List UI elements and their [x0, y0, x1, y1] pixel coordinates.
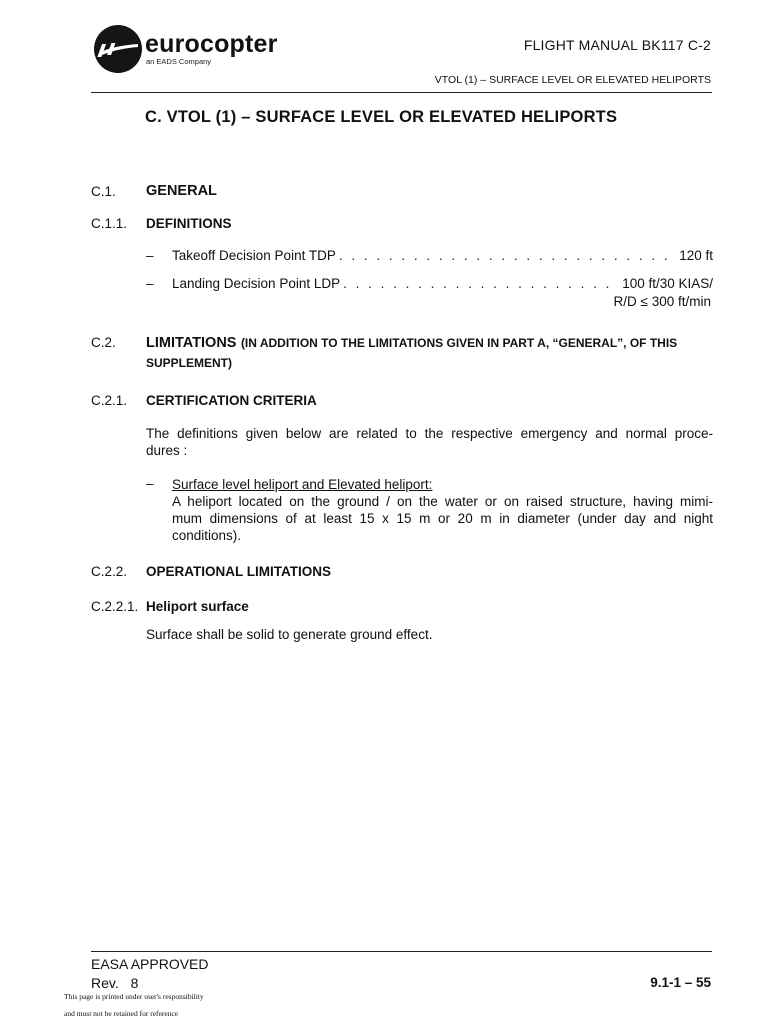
- manual-title: FLIGHT MANUAL BK117 C-2: [523, 37, 711, 53]
- approval-label: EASA APPROVED: [91, 956, 209, 972]
- logo-wordmark: eurocopter: [145, 30, 278, 58]
- c11-number: C.1.1.: [91, 216, 128, 231]
- heliport-definition-line1: A heliport located on the ground / on the water or on raised structure, having mimi-: [172, 494, 713, 509]
- c22-number: C.2.2.: [91, 564, 128, 579]
- c22-heading: OPERATIONAL LIMITATIONS: [146, 564, 331, 579]
- c2-note-line2: SUPPLEMENT): [146, 356, 233, 370]
- c2-heading-block: [146, 333, 713, 373]
- c1-heading: GENERAL: [146, 183, 217, 199]
- c221-body: Surface shall be solid to generate ground effect.: [146, 627, 433, 642]
- logo-tagline: an EADS Company: [146, 57, 212, 66]
- c2-heading: LIMITATIONS: [146, 335, 237, 351]
- c2-number: C.2.: [91, 335, 116, 350]
- heliport-definition-title: Surface level heliport and Elevated heliport:: [172, 477, 433, 492]
- c1-number: C.1.: [91, 184, 116, 199]
- ldp-label: Landing Decision Point LDP: [172, 276, 341, 291]
- tdp-value: 120 ft: [679, 248, 713, 263]
- c221-number: C.2.2.1.: [91, 599, 139, 614]
- leader-dots: [343, 276, 619, 291]
- eurocopter-logo-icon: [94, 25, 142, 73]
- ldp-definition-row: [172, 276, 713, 291]
- heliport-definition-line2: mum dimensions of at least 15 x 15 m or 20 m in diameter (under day and night: [172, 511, 713, 526]
- ldp-dash: –: [146, 276, 154, 291]
- c2-note-line1: (IN ADDITION TO THE LIMITATIONS GIVEN IN PART A, “GENERAL”, OF THIS: [240, 336, 678, 350]
- c21-intro-line1: The definitions given below are related to the respective emergency and normal proce-: [146, 426, 713, 441]
- ldp-value-continued: R/D ≤ 300 ft/min: [613, 294, 711, 309]
- revision-number: 8: [130, 975, 139, 991]
- revision: [91, 975, 138, 991]
- tdp-definition-row: [172, 248, 713, 263]
- c21-intro-line2: dures :: [146, 443, 188, 458]
- disclaimer-line1: This page is printed under user's responsibility: [64, 992, 204, 1001]
- heliport-definition: [172, 476, 713, 544]
- heliport-definition-line3: conditions).: [172, 528, 242, 543]
- disclaimer-line2: and must not be retained for reference: [64, 1009, 179, 1018]
- c221-heading: Heliport surface: [146, 599, 249, 614]
- page-title: C. VTOL (1) – SURFACE LEVEL OR ELEVATED HELIPORTS: [145, 108, 618, 126]
- tdp-label: Takeoff Decision Point TDP: [172, 248, 336, 263]
- c11-heading: DEFINITIONS: [146, 216, 232, 231]
- leader-dots: [339, 248, 676, 263]
- heliport-dash: –: [146, 476, 154, 491]
- header-divider: [91, 92, 712, 93]
- revision-label: Rev.: [91, 975, 119, 991]
- c21-intro: [146, 425, 713, 459]
- c21-number: C.2.1.: [91, 393, 128, 408]
- tdp-dash: –: [146, 248, 154, 263]
- footer-divider: [91, 951, 712, 952]
- section-subtitle: VTOL (1) – SURFACE LEVEL OR ELEVATED HELIPORTS: [434, 74, 711, 86]
- ldp-value: 100 ft/30 KIAS/: [622, 276, 713, 291]
- page-number: 9.1-1 – 55: [650, 975, 711, 990]
- c21-heading: CERTIFICATION CRITERIA: [146, 393, 317, 408]
